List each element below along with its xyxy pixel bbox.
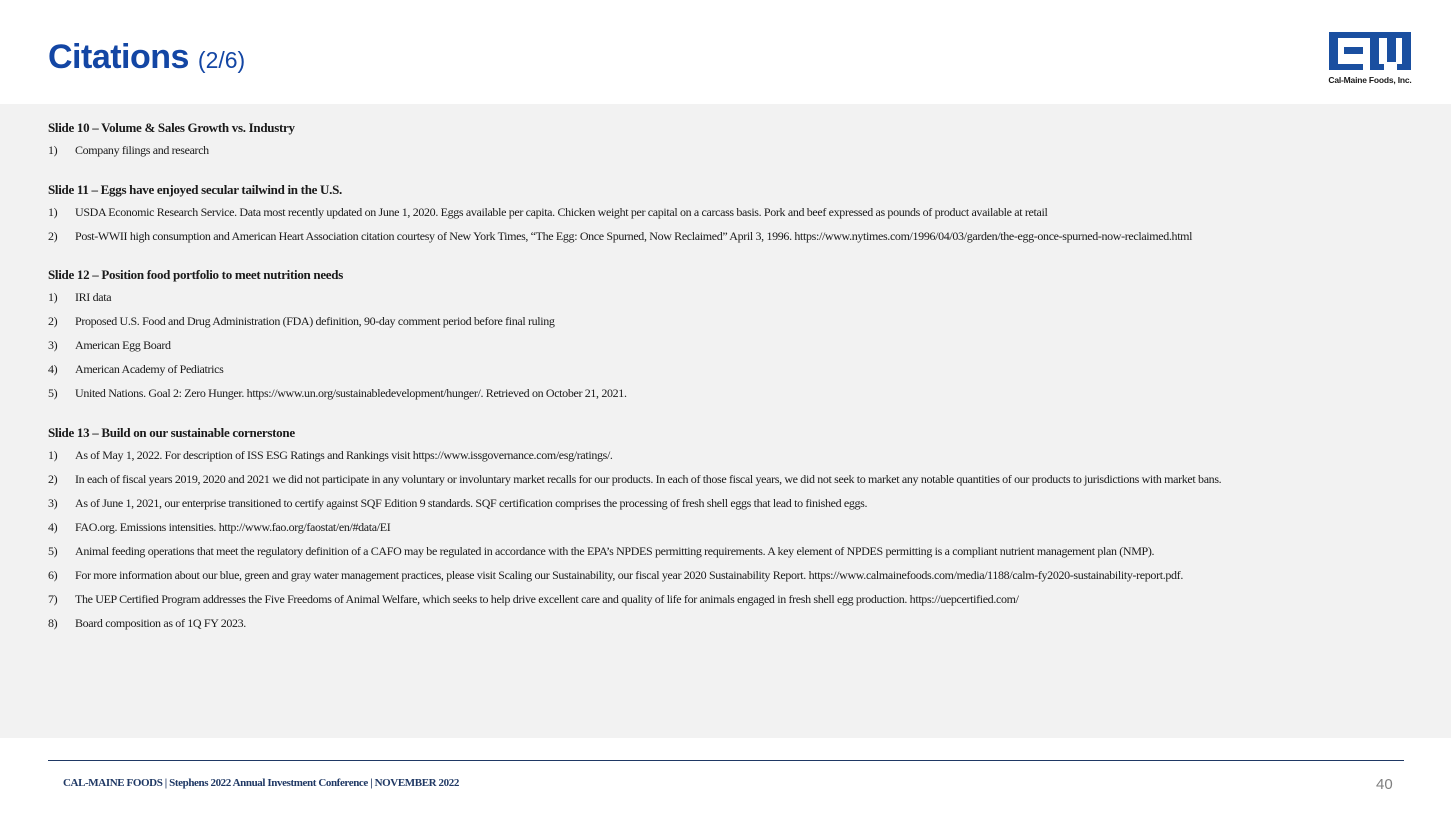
citation-number: 6) [48,567,58,582]
citation-number: 1) [48,204,58,219]
citation-number: 4) [48,362,58,376]
citation-item [48,593,1398,607]
citation-item [48,617,1398,631]
citation-text: As of June 1, 2021, our enterprise transitioned to certify against SQF Edition 9 standards. SQF certification comprises the processing of fresh shell eggs that lead to finished eggs. [75,495,868,510]
citation-number: 2) [48,314,58,328]
cm-logo-icon [1326,30,1414,74]
citation-number: 3) [48,495,58,510]
section-title: Slide 11 – Eggs have enjoyed secular tailwind in the U.S. [48,181,342,197]
citation-text: American Academy of Pediatrics [75,362,224,376]
slide-title [48,38,245,77]
citation-section [48,182,1398,244]
citation-section [48,267,1398,401]
citation-text: In each of fiscal years 2019, 2020 and 2021 we did not participate in any voluntary or involuntary market recalls for our products. In each of those fiscal years, we did not seek to market any notable quantities of our products to jurisdictions with market bans. [75,471,1222,486]
citation-item [48,363,1398,377]
citation-item [48,521,1398,535]
citation-item [48,473,1398,487]
citation-number: 3) [48,338,58,352]
footer-divider [48,760,1404,761]
citation-text: Proposed U.S. Food and Drug Administration (FDA) definition, 90-day comment period before final ruling [75,314,555,328]
citation-number: 5) [48,543,58,558]
citation-item [48,144,1398,158]
citation-item [48,497,1398,511]
citations-content [0,104,1451,738]
citation-text: IRI data [75,290,112,304]
citation-item [48,315,1398,329]
citation-number: 2) [48,471,58,486]
section-title: Slide 10 – Volume & Sales Growth vs. Industry [48,120,295,135]
citation-text: American Egg Board [75,338,171,352]
citations-list [48,120,1398,654]
logo-wordmark: Cal-Maine Foods, Inc. [1328,75,1412,85]
page-number: 40 [1376,776,1393,793]
title-page-indicator: (2/6) [197,47,246,73]
citation-text: For more information about our blue, green and gray water management practices, please visit Scaling our Sustainability, our fiscal year 2020 Sustainability Report. https://www.calmainefoods.com/media/1188/calm-fy2020-sustainability-report.pdf. [75,567,1183,582]
citation-text: FAO.org. Emissions intensities. http://www.fao.org/faostat/en/#data/EI [75,519,391,534]
footer-text: CAL-MAINE FOODS | Stephens 2022 Annual Investment Conference | NOVEMBER 2022 [63,777,459,789]
citation-item [48,569,1398,583]
citation-number: 8) [48,615,58,630]
citation-number: 1) [48,447,58,462]
citation-item [48,230,1398,244]
citation-item [48,206,1398,220]
citation-number: 1) [48,143,58,157]
citation-item [48,291,1398,305]
citation-text: United Nations. Goal 2: Zero Hunger. https://www.un.org/sustainabledevelopment/hunger/. Retrieved on October 21, 2021. [75,386,627,400]
section-title: Slide 13 – Build on our sustainable cornerstone [48,424,295,440]
citation-number: 7) [48,591,58,606]
citation-number: 1) [48,290,58,304]
company-logo [1326,30,1414,86]
citation-section [48,120,1398,158]
citation-item [48,449,1398,463]
citation-item [48,387,1398,401]
citation-text: The UEP Certified Program addresses the Five Freedoms of Animal Welfare, which seeks to help drive excellent care and quality of life for animals engaged in fresh shell egg production. https://uepcertified.com/ [75,591,1019,606]
citation-item [48,545,1398,559]
title-main: Citations [48,38,189,76]
citation-number: 5) [48,386,58,400]
citation-text: Company filings and research [75,143,209,157]
citation-text: Board composition as of 1Q FY 2023. [75,615,246,630]
citation-text: Post-WWII high consumption and American Heart Association citation courtesy of New York Times, “The Egg: Once Spurned, Now Reclaimed” April 3, 1996. https://www.nytimes.com/1996/04/03/garden/the-egg-once-spurned-now-reclaimed.html [75,228,1193,243]
citation-number: 4) [48,519,58,534]
citation-text: USDA Economic Research Service. Data most recently updated on June 1, 2020. Eggs available per capita. Chicken weight per capital on a carcass basis. Pork and beef expressed as pounds of product available at retail [75,204,1048,219]
citation-section [48,425,1398,631]
slide-header [0,0,1451,104]
citation-number: 2) [48,228,58,243]
citation-text: Animal feeding operations that meet the regulatory definition of a CAFO may be regulated in accordance with the EPA’s NPDES permitting requirements. A key element of NPDES permitting is a compliant nutrient management plan (NMP). [75,543,1155,558]
citation-item [48,339,1398,353]
citation-text: As of May 1, 2022. For description of ISS ESG Ratings and Rankings visit https://www.issgovernance.com/esg/ratings/. [75,447,613,462]
section-title: Slide 12 – Position food portfolio to meet nutrition needs [48,267,343,282]
